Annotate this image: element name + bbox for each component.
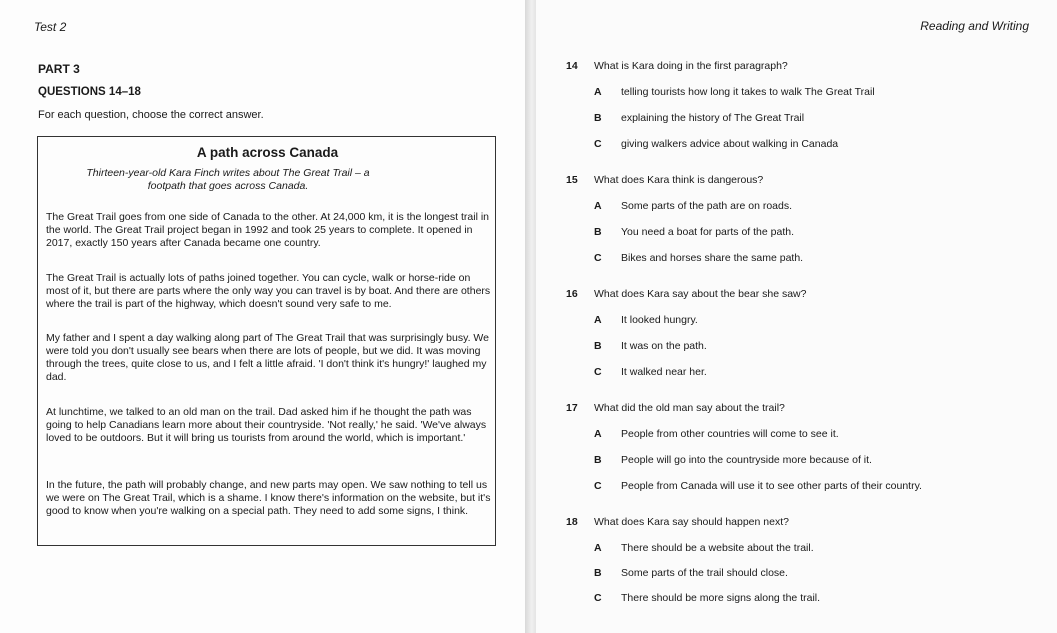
option-text[interactable]: People will go into the countryside more because of it. [621, 454, 872, 466]
question-number: 18 [566, 516, 578, 528]
option-text[interactable]: You need a boat for parts of the path. [621, 226, 794, 238]
option-text[interactable]: It was on the path. [621, 340, 707, 352]
option-text[interactable]: giving walkers advice about walking in Canada [621, 138, 839, 150]
question-number: 16 [566, 288, 578, 300]
question-text: What is Kara doing in the first paragraph? [594, 60, 788, 72]
option-letter[interactable]: A [594, 86, 602, 98]
option-text[interactable]: People from Canada will use it to see other parts of their country. [621, 480, 922, 492]
instruction: For each question, choose the correct answer. [38, 109, 264, 121]
option-text[interactable]: There should be more signs along the trail. [621, 592, 821, 604]
option-letter[interactable]: B [594, 340, 602, 352]
part-title: PART 3 [38, 62, 80, 76]
right-page [536, 0, 1057, 633]
option-letter[interactable]: B [594, 567, 602, 579]
option-text[interactable]: Bikes and horses share the same path. [621, 252, 804, 264]
question-text: What does Kara say should happen next? [594, 516, 789, 528]
question-number: 15 [566, 174, 578, 186]
option-text[interactable]: It looked hungry. [621, 314, 698, 326]
option-text[interactable]: It walked near her. [621, 366, 707, 378]
test-label: Test 2 [34, 20, 67, 34]
question-text: What does Kara think is dangerous? [594, 174, 764, 186]
question-number: 14 [566, 60, 578, 72]
option-letter[interactable]: C [594, 138, 602, 150]
option-text[interactable]: Some parts of the trail should close. [621, 567, 788, 579]
option-letter[interactable]: C [594, 592, 602, 604]
option-letter[interactable]: C [594, 480, 602, 492]
option-text[interactable]: People from other countries will come to see it. [621, 428, 839, 440]
article-paragraph: My father and I spent a day walking along part of The Great Trail that was surprisingly busy. We were told you don't usually see bears when there are lots of people, but we did. It was moving through the trees, quite close to us, and I felt a little afraid. 'I don't think it's hungry!' laughed my dad. [46, 332, 489, 384]
option-letter[interactable]: C [594, 252, 602, 264]
question-text: What does Kara say about the bear she saw? [594, 288, 807, 300]
article-subtitle: Thirteen-year-old Kara Finch writes about The Great Trail – a footpath that goes across Canada. [86, 167, 370, 192]
option-letter[interactable]: B [594, 226, 602, 238]
article-paragraph: In the future, the path will probably change, and new parts may open. We saw nothing to tell us we were on The Great Trail, which is a shame. I know there's information on the website, but it's good to know when you're walking on a special path. They need to add some signs, I think. [46, 479, 491, 518]
article-box [37, 136, 496, 546]
option-letter[interactable]: A [594, 200, 602, 212]
option-letter[interactable]: A [594, 428, 602, 440]
article-paragraph: The Great Trail goes from one side of Canada to the other. At 24,000 km, it is the longest trail in the world. The Great Trail project began in 1992 and took 25 years to complete. It opened in 2017, exactly 150 years after Canada became one country. [46, 211, 489, 250]
option-letter[interactable]: C [594, 366, 602, 378]
option-text[interactable]: There should be a website about the trail. [621, 542, 814, 554]
option-letter[interactable]: A [594, 314, 602, 326]
left-page [0, 0, 525, 633]
option-letter[interactable]: B [594, 454, 602, 466]
book-gutter [525, 0, 536, 633]
option-letter[interactable]: A [594, 542, 602, 554]
option-text[interactable]: telling tourists how long it takes to walk The Great Trail [621, 86, 875, 98]
section-label: Reading and Writing [920, 19, 1029, 33]
question-text: What did the old man say about the trail? [594, 402, 785, 414]
question-number: 17 [566, 402, 578, 414]
article-paragraph: The Great Trail is actually lots of paths joined together. You can cycle, walk or horse-ride on most of it, but there are parts where the only way you can travel is by boat. And there are others where the trail is part of the highway, which doesn't sound very safe to me. [46, 272, 491, 311]
article-title: A path across Canada [196, 145, 339, 160]
option-letter[interactable]: B [594, 112, 602, 124]
option-text[interactable]: Some parts of the path are on roads. [621, 200, 793, 212]
article-paragraph: At lunchtime, we talked to an old man on the trail. Dad asked him if he thought the path was going to help Canadians learn more about their countryside. 'Not really,' he said. 'We've always loved to be outdoors. But it will bring us tourists from around the world, which is important.' [46, 406, 487, 445]
option-text[interactable]: explaining the history of The Great Trail [621, 112, 805, 124]
questions-range: QUESTIONS 14–18 [38, 86, 141, 98]
